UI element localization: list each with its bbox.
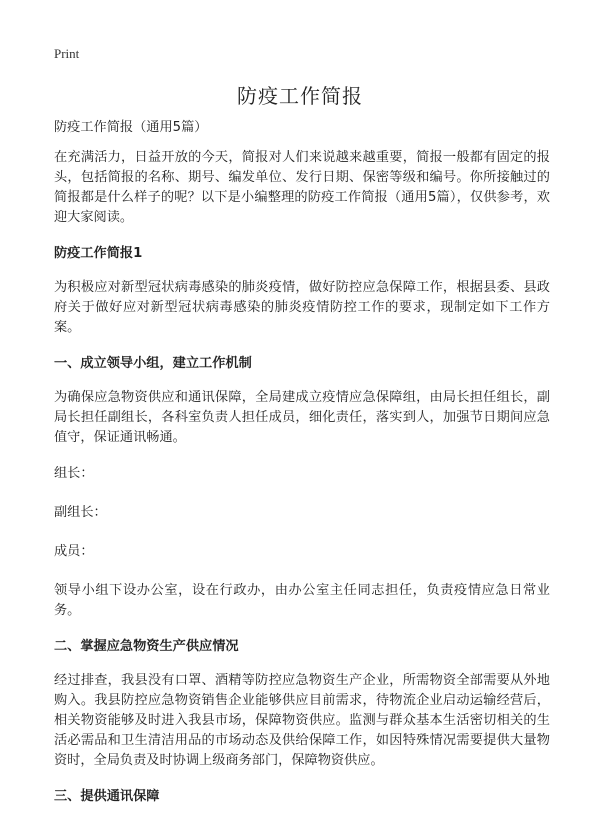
- heading-supply-situation: 二、掌握应急物资生产供应情况: [54, 639, 239, 654]
- document-body: [54, 118, 550, 821]
- members-label: 成员：: [54, 544, 94, 559]
- supply-paragraph: 经过排查，我县没有口罩、酒精等防控应急物资生产企业，所需物资全部需要从外地购入。我县防控应急物资销售企业能够供应目前需求，待物流企业启动运输经营后，相关物资能够及时进入我县市场，保障物资供应。监测与群众基本生活密切相关的生活必需品和卫生清洁用品的市场动态及供给保障工作，如因特殊情况需要提供大量物资时，全局负责及时协调上级商务部门，保障物资供应。: [54, 673, 550, 768]
- leader-label: 组长：: [54, 466, 94, 481]
- page-title: 防疫工作简报: [237, 84, 363, 108]
- heading-leadership-group: 一、成立领导小组，建立工作机制: [54, 356, 252, 371]
- print-link[interactable]: Print: [54, 46, 80, 61]
- section-1-heading: 防疫工作简报1: [54, 246, 143, 261]
- section-1-paragraph: 为积极应对新型冠状病毒感染的肺炎疫情，做好防控应急保障工作，根据县委、县政府关于做好应对新型冠状病毒感染的肺炎疫情防控工作的要求，现制定如下工作方案。: [54, 280, 550, 335]
- office-paragraph: 领导小组下设办公室，设在行政办，由办公室主任同志担任，负责疫情应急日常业务。: [54, 583, 550, 618]
- intro-paragraph: 在充满活力，日益开放的今天，简报对人们来说越来越重要，简报一般都有固定的报头，包括简报的名称、期号、编发单位、发行日期、保密等级和编号。你所接触过的简报都是什么样子的呢？以下是小编整理的防疫工作简报（通用5篇），仅供参考，欢迎大家阅读。: [54, 150, 550, 225]
- document-subtitle: 防疫工作简报（通用5篇）: [54, 120, 208, 135]
- leadership-paragraph: 为确保应急物资供应和通讯保障，全局建成立疫情应急保障组，由局长担任组长，副局长担任副组长，各科室负责人担任成员，细化责任，落实到人，加强节日期间应急值守，保证通讯畅通。: [54, 390, 550, 445]
- heading-communication: 三、提供通讯保障: [54, 789, 160, 804]
- deputy-leader-label: 副组长：: [54, 505, 107, 520]
